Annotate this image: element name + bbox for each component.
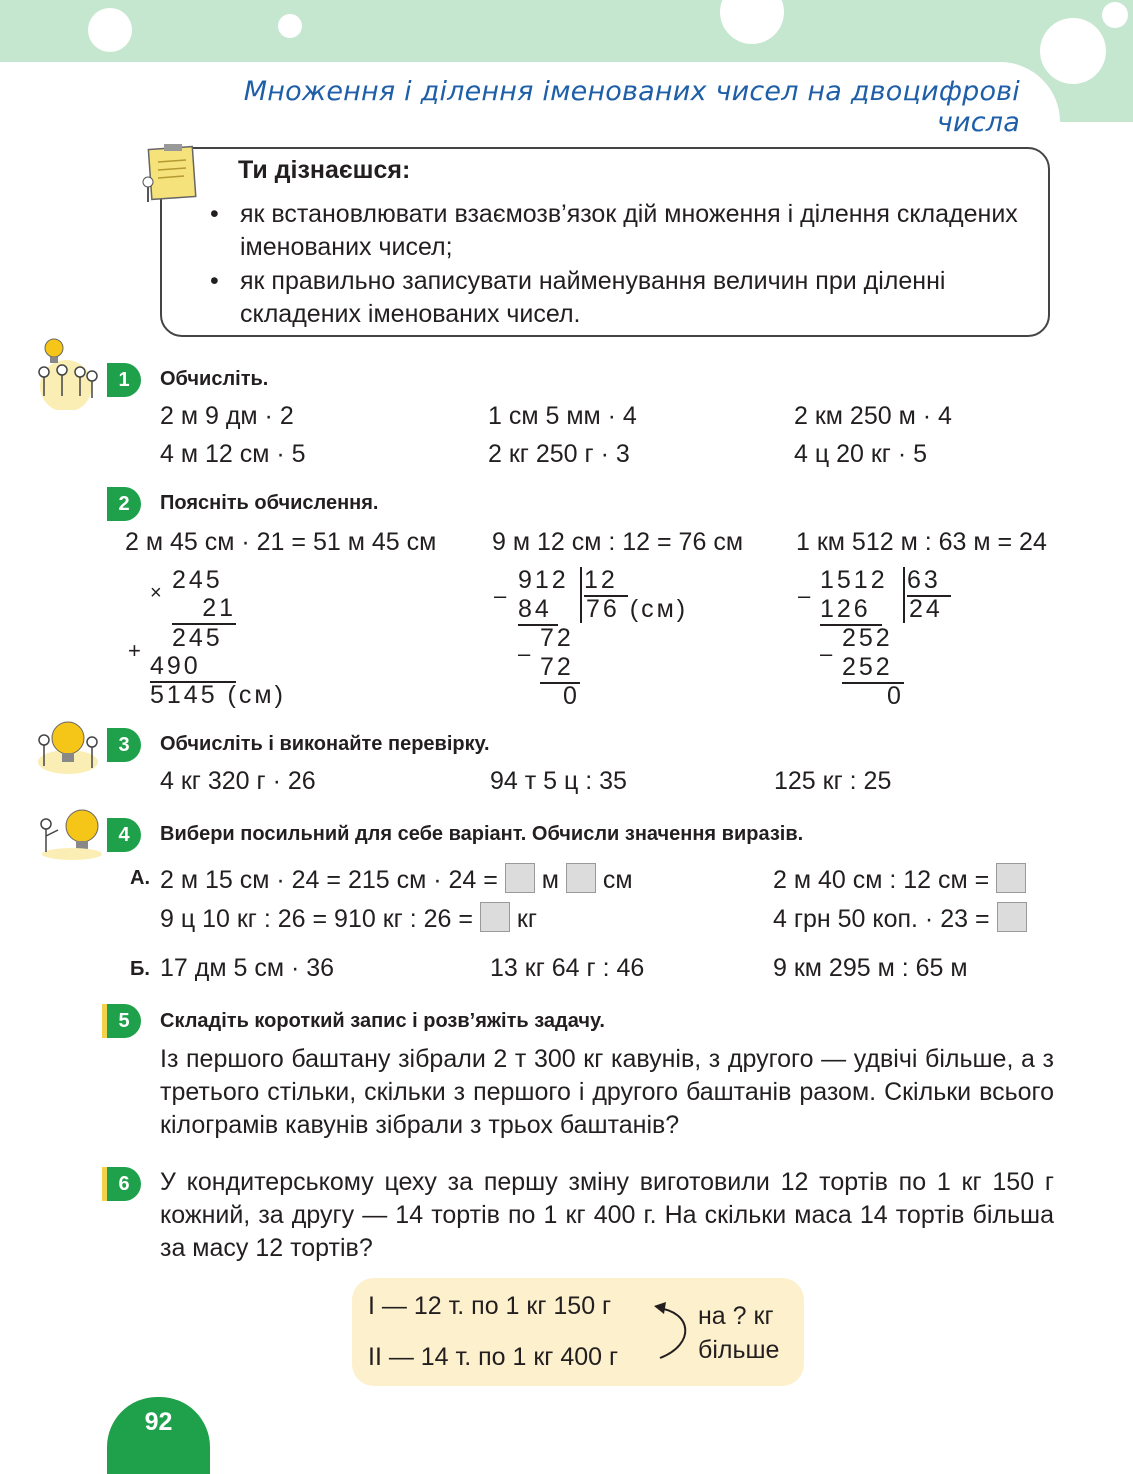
task-heading: Поясніть обчислення. bbox=[160, 492, 379, 514]
task-text: Із першого баштану зібрали 2 т 300 кг кавунів, з другого — удвічі більше, а з третього стільки, скільки з першого і другого баштанів разом. Скільки всього кілограмів кавунів зібрали з трьох баштанів? bbox=[160, 1045, 1054, 1139]
remainder: 0 bbox=[887, 682, 904, 710]
times-sign: × bbox=[150, 582, 162, 604]
expression: 4 ц 20 кг · 5 bbox=[794, 440, 928, 468]
subtrahend: 84 bbox=[518, 595, 558, 626]
page-number: 92 bbox=[144, 1408, 173, 1436]
expression: 4 кг 320 г · 26 bbox=[160, 767, 316, 795]
example: 2 м 45 см · 21 = 51 м 45 см bbox=[125, 528, 437, 556]
subtrahend: 252 bbox=[842, 653, 904, 684]
task-heading: Складіть короткий запис і розв’яжіть задачу. bbox=[160, 1010, 605, 1032]
expression: 4 м 12 см · 5 bbox=[160, 440, 306, 468]
remainder-step: 252 bbox=[842, 624, 893, 652]
answer-box[interactable] bbox=[997, 902, 1027, 932]
answer-box[interactable] bbox=[505, 863, 535, 893]
expression-row: 4 грн 50 коп. · 23 = bbox=[773, 902, 1027, 934]
expression-row: 9 ц 10 кг : 26 = 910 кг : 26 = кг bbox=[160, 902, 537, 934]
minus-sign: – bbox=[494, 583, 507, 608]
task-number: 5 bbox=[102, 1004, 141, 1038]
learn-item: • як правильно записувати найменування величин при діленні складених іменованих чисел. bbox=[210, 267, 946, 328]
quotient: 76 (см) bbox=[586, 595, 689, 623]
expression: 2 м 9 дм · 2 bbox=[160, 402, 294, 430]
decor-bubble bbox=[1040, 18, 1106, 84]
note-paper-icon bbox=[140, 142, 200, 204]
dividend: 912 bbox=[518, 566, 569, 594]
task-heading: Обчисліть. bbox=[160, 368, 269, 390]
expression-row: 2 м 40 см : 12 см = bbox=[773, 863, 1026, 895]
minus-sign: – bbox=[798, 583, 811, 608]
subtrahend: 126 bbox=[820, 595, 882, 626]
divisor: 63 bbox=[907, 566, 951, 597]
variant-label: Б. bbox=[130, 958, 150, 980]
column-factor: 21 bbox=[172, 594, 236, 625]
page-title: Множення і ділення іменованих чисел на двоцифрові числа bbox=[243, 76, 1020, 138]
partial-product: 490 bbox=[150, 652, 236, 683]
learn-item: • як встановлювати взаємозв’язок дій множення і ділення складених іменованих чисел; bbox=[210, 200, 1018, 261]
minus-sign: – bbox=[518, 641, 531, 666]
expression: 94 т 5 ц : 35 bbox=[490, 767, 627, 795]
divisor: 12 bbox=[584, 566, 628, 597]
division-bar bbox=[903, 567, 905, 623]
answer-box[interactable] bbox=[566, 863, 596, 893]
example: 9 м 12 см : 12 = 76 см bbox=[492, 528, 744, 556]
plus-sign: + bbox=[128, 638, 141, 663]
decor-bubble bbox=[278, 14, 302, 38]
subtrahend: 72 bbox=[540, 653, 580, 684]
expression: 9 км 295 м : 65 м bbox=[773, 954, 968, 982]
remainder-step: 72 bbox=[540, 624, 574, 652]
quotient: 24 bbox=[909, 595, 943, 623]
task-number: 4 bbox=[107, 818, 141, 852]
column-factor: 245 bbox=[172, 566, 223, 594]
minus-sign: – bbox=[820, 641, 833, 666]
division-bar bbox=[580, 567, 582, 623]
lightbulb-thinking-icon bbox=[32, 802, 104, 862]
task-heading: Обчисліть і виконайте перевірку. bbox=[160, 733, 490, 755]
note-question: більше bbox=[698, 1336, 780, 1364]
decor-bubble bbox=[1102, 2, 1128, 28]
learn-heading: Ти дізнаєшся: bbox=[238, 156, 411, 184]
variant-label: А. bbox=[130, 867, 150, 889]
dividend: 1512 bbox=[820, 566, 888, 594]
remainder: 0 bbox=[563, 682, 580, 710]
task-number: 2 bbox=[107, 487, 141, 521]
example: 1 км 512 м : 63 м = 24 bbox=[796, 528, 1047, 556]
task-heading: Вибери посильний для себе варіант. Обчисли значення виразів. bbox=[160, 823, 804, 845]
note-line: ІІ — 14 т. по 1 кг 400 г bbox=[368, 1343, 619, 1371]
note-question: на ? кг bbox=[698, 1302, 774, 1330]
expression: 13 кг 64 г : 46 bbox=[490, 954, 645, 982]
partial-product: 245 bbox=[172, 624, 223, 652]
product-result: 5145 (см) bbox=[150, 681, 286, 709]
decor-bubble bbox=[88, 8, 132, 52]
answer-box[interactable] bbox=[480, 902, 510, 932]
task-number: 1 bbox=[107, 363, 141, 397]
note-line: І — 12 т. по 1 кг 150 г bbox=[368, 1292, 612, 1320]
lightbulb-people-icon bbox=[34, 716, 102, 776]
task-number: 3 bbox=[107, 728, 141, 762]
task-number: 6 bbox=[102, 1167, 141, 1201]
answer-box[interactable] bbox=[996, 863, 1026, 893]
expression: 1 см 5 мм · 4 bbox=[488, 402, 637, 430]
idea-people-icon bbox=[30, 336, 102, 410]
curved-arrow-icon bbox=[652, 1298, 696, 1364]
expression: 125 кг : 25 bbox=[774, 767, 892, 795]
expression: 17 дм 5 см · 36 bbox=[160, 954, 335, 982]
expression: 2 кг 250 г · 3 bbox=[488, 440, 630, 468]
task-text: У кондитерському цеху за першу зміну виготовили 12 тортів по 1 кг 150 г кожний, за другу — 14 тортів по 1 кг 400 г. На скільки маса 14 тортів більша за масу 12 тортів? bbox=[160, 1168, 1054, 1262]
expression: 2 км 250 м · 4 bbox=[794, 402, 952, 430]
expression-row: 2 м 15 см · 24 = 215 см · 24 = м см bbox=[160, 863, 633, 895]
